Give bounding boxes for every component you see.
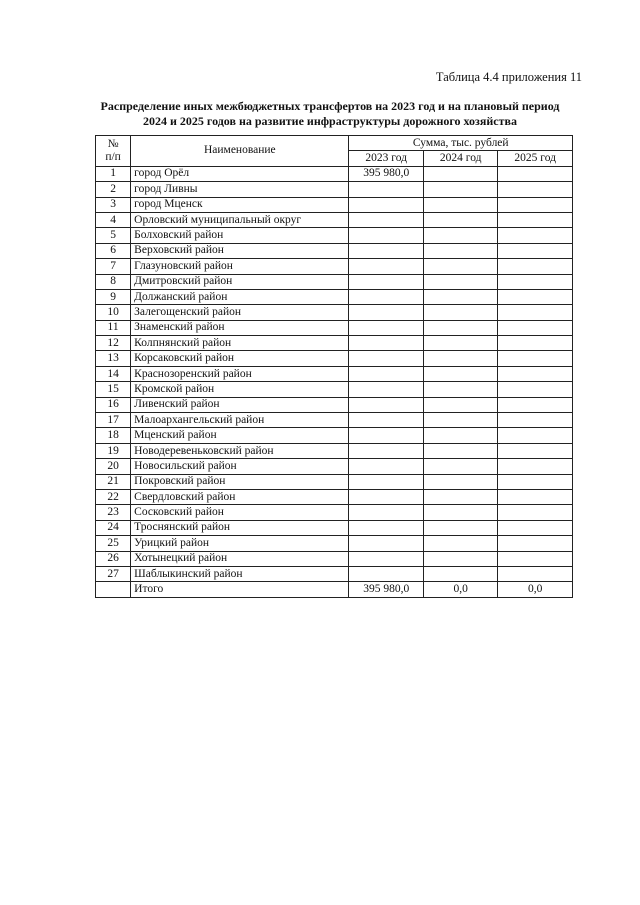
header-year-2024: 2024 год: [423, 151, 497, 166]
row-value-2024: [423, 566, 497, 581]
table-row: [96, 413, 573, 428]
row-value-2025: [498, 289, 573, 304]
row-value-2023: 395 980,0: [349, 166, 423, 181]
row-value-2024: [423, 413, 497, 428]
row-value-2025: [498, 505, 573, 520]
row-number: 11: [96, 320, 131, 335]
title-line-1: Распределение иных межбюджетных трансфертов на 2023 год и на плановый период: [100, 99, 560, 113]
row-number: 3: [96, 197, 131, 212]
row-value-2023: [349, 413, 423, 428]
row-name: Залегощенский район: [131, 305, 349, 320]
row-name: город Ливны: [131, 182, 349, 197]
row-number: 12: [96, 336, 131, 351]
table-row: [96, 489, 573, 504]
row-value-2023: [349, 305, 423, 320]
row-number: 20: [96, 459, 131, 474]
table-row: [96, 336, 573, 351]
total-value-2025: 0,0: [498, 582, 573, 597]
row-value-2024: [423, 166, 497, 181]
row-number: 13: [96, 351, 131, 366]
row-name: Новосильский район: [131, 459, 349, 474]
row-name: Знаменский район: [131, 320, 349, 335]
row-number: 6: [96, 243, 131, 258]
row-value-2023: [349, 505, 423, 520]
row-name: Кромской район: [131, 382, 349, 397]
row-value-2024: [423, 536, 497, 551]
row-value-2023: [349, 336, 423, 351]
appendix-label: Таблица 4.4 приложения 11: [435, 70, 582, 84]
row-value-2023: [349, 366, 423, 381]
total-value-2024: 0,0: [423, 582, 497, 597]
row-name: Малоархангельский район: [131, 413, 349, 428]
table-row: [96, 182, 573, 197]
row-value-2023: [349, 289, 423, 304]
row-value-2025: [498, 551, 573, 566]
row-value-2023: [349, 474, 423, 489]
row-value-2025: [498, 366, 573, 381]
row-value-2025: [498, 520, 573, 535]
row-value-2024: [423, 459, 497, 474]
table-row: [96, 228, 573, 243]
row-value-2024: [423, 320, 497, 335]
row-value-2023: [349, 212, 423, 227]
row-number: 16: [96, 397, 131, 412]
table-row: [96, 259, 573, 274]
row-value-2023: [349, 566, 423, 581]
header-number: [96, 136, 131, 167]
table-row: [96, 351, 573, 366]
table-row: [96, 166, 573, 181]
row-value-2023: [349, 397, 423, 412]
row-value-2023: [349, 520, 423, 535]
row-number: 2: [96, 182, 131, 197]
table-row: [96, 397, 573, 412]
title-line-2: 2024 и 2025 годов на развитие инфраструктуры дорожного хозяйства: [143, 114, 517, 128]
total-value-2023: 395 980,0: [349, 582, 423, 597]
row-value-2024: [423, 428, 497, 443]
row-value-2025: [498, 536, 573, 551]
row-value-2023: [349, 351, 423, 366]
row-value-2025: [498, 305, 573, 320]
row-number: 17: [96, 413, 131, 428]
row-value-2023: [349, 243, 423, 258]
row-number: 25: [96, 536, 131, 551]
row-value-2023: [349, 428, 423, 443]
row-name: Болховский район: [131, 228, 349, 243]
table-row: [96, 274, 573, 289]
row-value-2023: [349, 320, 423, 335]
row-value-2024: [423, 520, 497, 535]
row-value-2023: [349, 459, 423, 474]
header-year-2023: 2023 год: [349, 151, 423, 166]
row-value-2024: [423, 351, 497, 366]
row-number: 10: [96, 305, 131, 320]
row-value-2025: [498, 182, 573, 197]
row-value-2023: [349, 182, 423, 197]
table-row: [96, 243, 573, 258]
row-value-2025: [498, 243, 573, 258]
row-value-2024: [423, 259, 497, 274]
row-number: 26: [96, 551, 131, 566]
table-row: [96, 212, 573, 227]
table-row: [96, 428, 573, 443]
row-name: Троснянский район: [131, 520, 349, 535]
row-value-2023: [349, 489, 423, 504]
row-number: 14: [96, 366, 131, 381]
row-name: Сосковский район: [131, 505, 349, 520]
row-number: 5: [96, 228, 131, 243]
row-number: 15: [96, 382, 131, 397]
row-name: Дмитровский район: [131, 274, 349, 289]
row-number: 19: [96, 443, 131, 458]
row-value-2024: [423, 289, 497, 304]
table-row: [96, 197, 573, 212]
row-value-2025: [498, 443, 573, 458]
row-value-2024: [423, 551, 497, 566]
header-number-line-2: п/п: [105, 150, 121, 163]
row-number: 1: [96, 166, 131, 181]
table-row: [96, 551, 573, 566]
table-row: [96, 320, 573, 335]
header-sum: Сумма, тыс. рублей: [349, 136, 573, 151]
row-value-2025: [498, 428, 573, 443]
row-value-2023: [349, 259, 423, 274]
transfers-table: [95, 135, 573, 598]
row-name: Новодеревеньковский район: [131, 443, 349, 458]
row-value-2025: [498, 351, 573, 366]
row-name: Краснозоренский район: [131, 366, 349, 381]
row-value-2024: [423, 336, 497, 351]
row-name: Шаблыкинский район: [131, 566, 349, 581]
row-number: 18: [96, 428, 131, 443]
table-row: [96, 474, 573, 489]
row-name: Ливенский район: [131, 397, 349, 412]
row-number: 9: [96, 289, 131, 304]
row-name: Корсаковский район: [131, 351, 349, 366]
row-value-2024: [423, 182, 497, 197]
row-value-2025: [498, 197, 573, 212]
table-row: [96, 366, 573, 381]
row-name: город Мценск: [131, 197, 349, 212]
row-value-2024: [423, 197, 497, 212]
row-name: Орловский муниципальный округ: [131, 212, 349, 227]
row-name: Свердловский район: [131, 489, 349, 504]
row-name: город Орёл: [131, 166, 349, 181]
row-value-2025: [498, 336, 573, 351]
row-value-2024: [423, 305, 497, 320]
row-name: Должанский район: [131, 289, 349, 304]
total-row: [96, 582, 573, 597]
row-value-2024: [423, 274, 497, 289]
row-value-2025: [498, 228, 573, 243]
header-year-2025: 2025 год: [498, 151, 573, 166]
row-value-2024: [423, 397, 497, 412]
row-value-2025: [498, 382, 573, 397]
row-value-2025: [498, 274, 573, 289]
table-body: [96, 166, 573, 597]
row-value-2024: [423, 505, 497, 520]
table-row: [96, 536, 573, 551]
row-value-2024: [423, 366, 497, 381]
header-number-line-1: №: [107, 137, 119, 150]
header-name: Наименование: [131, 136, 349, 167]
table-row: [96, 566, 573, 581]
row-value-2024: [423, 212, 497, 227]
table-row: [96, 382, 573, 397]
row-value-2025: [498, 397, 573, 412]
table-row: [96, 305, 573, 320]
row-value-2025: [498, 489, 573, 504]
row-value-2024: [423, 382, 497, 397]
table-row: [96, 520, 573, 535]
table-row: [96, 459, 573, 474]
row-value-2023: [349, 443, 423, 458]
row-name: Мценский район: [131, 428, 349, 443]
row-number: 21: [96, 474, 131, 489]
row-value-2024: [423, 228, 497, 243]
table-row: [96, 505, 573, 520]
row-name: Хотынецкий район: [131, 551, 349, 566]
row-value-2023: [349, 551, 423, 566]
row-number: 24: [96, 520, 131, 535]
row-value-2025: [498, 474, 573, 489]
document-title: [80, 99, 580, 129]
table-row: [96, 443, 573, 458]
row-value-2025: [498, 320, 573, 335]
total-number: [96, 582, 131, 597]
row-value-2023: [349, 197, 423, 212]
total-label: Итого: [131, 582, 349, 597]
row-value-2025: [498, 259, 573, 274]
row-number: 8: [96, 274, 131, 289]
row-number: 22: [96, 489, 131, 504]
row-value-2023: [349, 228, 423, 243]
row-value-2023: [349, 536, 423, 551]
row-name: Покровский район: [131, 474, 349, 489]
row-value-2024: [423, 489, 497, 504]
row-name: Урицкий район: [131, 536, 349, 551]
row-value-2023: [349, 382, 423, 397]
row-number: 4: [96, 212, 131, 227]
row-number: 23: [96, 505, 131, 520]
row-value-2025: [498, 413, 573, 428]
row-value-2024: [423, 243, 497, 258]
row-value-2024: [423, 443, 497, 458]
row-number: 7: [96, 259, 131, 274]
row-name: Колпнянский район: [131, 336, 349, 351]
row-value-2025: [498, 459, 573, 474]
row-value-2024: [423, 474, 497, 489]
row-name: Глазуновский район: [131, 259, 349, 274]
table-row: [96, 289, 573, 304]
row-name: Верховский район: [131, 243, 349, 258]
row-number: 27: [96, 566, 131, 581]
row-value-2025: [498, 566, 573, 581]
row-value-2025: [498, 166, 573, 181]
row-value-2025: [498, 212, 573, 227]
row-value-2023: [349, 274, 423, 289]
